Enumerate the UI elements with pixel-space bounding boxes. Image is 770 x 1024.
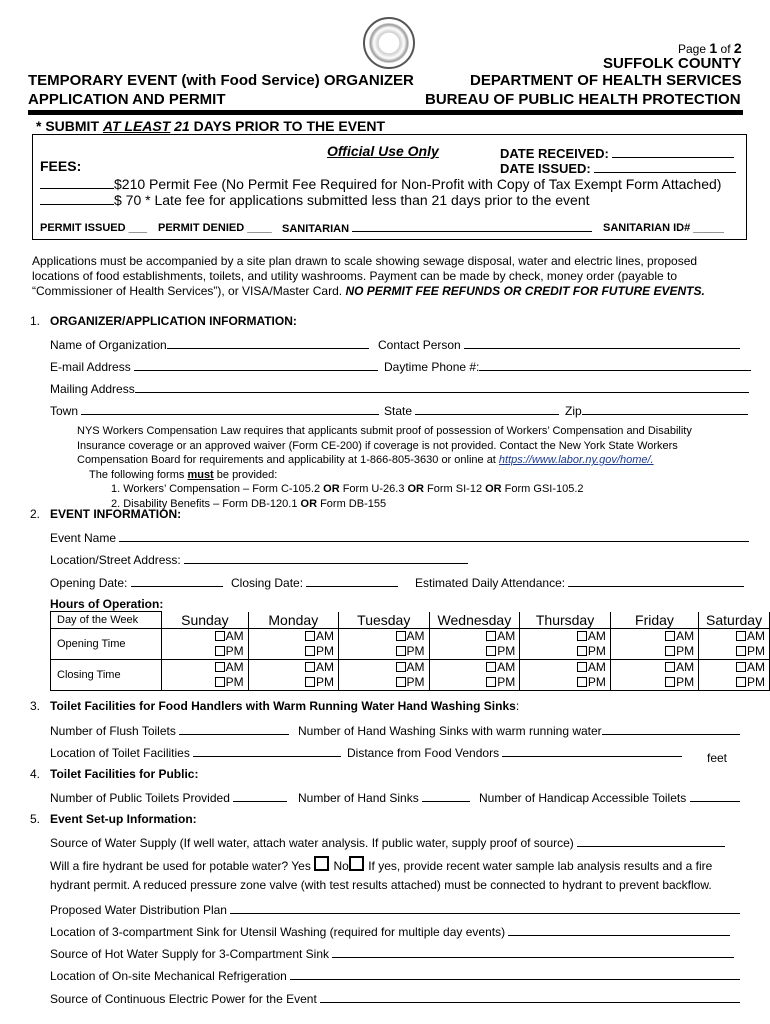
water-source-field[interactable]: Source of Water Supply (If well water, attach water analysis. If public water, supply proof of source) [50,834,725,850]
hydrant-yes-checkbox[interactable] [314,856,329,871]
opening-friday[interactable]: AM PM [610,628,698,659]
am-checkbox[interactable] [215,631,225,641]
closing-date-field[interactable]: Closing Date: [231,574,398,590]
am-checkbox[interactable] [305,631,315,641]
day-wednesday: Wednesday [429,612,520,629]
section-5-title: Event Set-up Information: [50,812,197,826]
closing-saturday[interactable]: AM PM [699,659,770,690]
hand-washing-sinks-field[interactable]: Number of Hand Washing Sinks with warm running water [298,722,740,738]
pm-checkbox[interactable] [396,677,406,687]
opening-saturday[interactable]: AM PM [699,628,770,659]
sanitarian-field[interactable]: SANITARIAN [282,222,592,235]
pm-checkbox[interactable] [396,646,406,656]
opening-wednesday[interactable]: AM PM [429,628,520,659]
organization-name-field[interactable]: Name of Organization [50,336,369,352]
am-checkbox[interactable] [305,662,315,672]
county-name: SUFFOLK COUNTY [603,55,742,72]
toilet-location-field[interactable]: Location of Toilet Facilities [50,744,341,760]
pm-checkbox[interactable] [486,646,496,656]
intro-paragraph: Applications must be accompanied by a site plan drawn to scale showing sewage disposal, water and electric lines, proposed locations of food establishments, toilets, and utility washrooms. Payment can be made by check, money order (payable to “Commissioner of Health Services”), or VISA/Master Card. NO PERMIT FEE REFUNDS OR CREDIT FOR FUTURE EVENTS. [32,254,705,298]
am-checkbox[interactable] [215,662,225,672]
fees-label: FEES: [40,158,82,174]
closing-friday[interactable]: AM PM [610,659,698,690]
email-field[interactable]: E-mail Address [50,358,378,374]
permit-denied-field[interactable]: PERMIT DENIED ____ [158,222,272,234]
am-checkbox[interactable] [486,631,496,641]
handicap-toilets-field[interactable]: Number of Handicap Accessible Toilets [479,789,740,805]
official-use-label: Official Use Only [327,143,439,159]
date-issued-field[interactable]: DATE ISSUED: [500,160,736,176]
section-4-number: 4. [30,767,41,781]
bureau-name: BUREAU OF PUBLIC HEALTH PROTECTION [425,91,741,108]
am-checkbox[interactable] [577,631,587,641]
flush-toilets-field[interactable]: Number of Flush Toilets [50,722,289,738]
mailing-address-field[interactable]: Mailing Address [50,380,749,396]
fire-hydrant-question: Will a fire hydrant be used for potable water? Yes No If yes, provide recent water sample lab analysis results and a fire [50,856,712,873]
day-tuesday: Tuesday [339,612,429,629]
section-5-number: 5. [30,812,41,826]
labor-link[interactable]: https://www.labor.ny.gov/home/. [498,454,654,466]
hours-table [50,611,770,691]
closing-wednesday[interactable]: AM PM [429,659,520,690]
closing-sunday[interactable]: AM PM [162,659,248,690]
closing-monday[interactable]: AM PM [248,659,338,690]
pm-checkbox[interactable] [215,677,225,687]
sanitarian-id-field[interactable]: SANITARIAN ID# _____ [603,222,724,234]
submit-notice: * SUBMIT AT LEAST 21 DAYS PRIOR TO THE EVENT [36,118,386,134]
am-checkbox[interactable] [396,631,406,641]
day-sunday: Sunday [162,612,248,629]
am-checkbox[interactable] [396,662,406,672]
opening-sunday[interactable]: AM PM [162,628,248,659]
form-subtitle: APPLICATION AND PERMIT [28,91,226,108]
zip-field[interactable]: Zip [565,402,748,418]
refrigeration-location-field[interactable]: Location of On-site Mechanical Refrigeration [50,967,740,983]
feet-unit: feet [707,751,728,765]
department-name: DEPARTMENT OF HEALTH SERVICES [470,72,742,89]
section-4-title: Toilet Facilities for Public: [50,767,199,781]
section-2-number: 2. [30,507,41,521]
pm-checkbox[interactable] [577,646,587,656]
am-checkbox[interactable] [577,662,587,672]
contact-person-field[interactable]: Contact Person [378,336,740,352]
state-field[interactable]: State [384,402,559,418]
closing-time-label: Closing Time [51,659,162,690]
three-compartment-sink-field[interactable]: Location of 3-compartment Sink for Utensil Washing (required for multiple day events) [50,923,730,939]
electric-power-field[interactable]: Source of Continuous Electric Power for the Event [50,990,740,1006]
am-checkbox[interactable] [486,662,496,672]
section-1-title: ORGANIZER/APPLICATION INFORMATION: [50,314,297,328]
am-checkbox[interactable] [665,631,675,641]
fee-permit-line[interactable]: $210 Permit Fee (No Permit Fee Required for Non-Profit with Copy of Tax Exempt Form Attached) [40,176,721,192]
hydrant-permit-text: hydrant permit. A reduced pressure zone valve (with test results attached) must be connected to hydrant to prevent backflow. [50,878,712,892]
hours-of-operation-label: Hours of Operation: [50,597,164,611]
workers-comp-notice: NYS Workers Compensation Law requires that applicants submit proof of possession of Workers’ Compensation and Disability Insurance coverage or an approved waiver (Form CE-200) if coverage is not provided. Contact the New York State Workers Compensation Board for requirements and applicability at 1-866-805-3630 or online at https://www.labor.ny.gov/home/. The following forms must be provided: 1. Workers’ Compensation – Form C-105.2 OR Form U-26.3 OR Form SI-12 OR Form GSI-105.2 2. Disability Benefits – Form DB-120.1 OR Form DB-155 [77,425,692,510]
distance-from-vendors-field[interactable]: Distance from Food Vendors [347,744,682,760]
form-title: TEMPORARY EVENT (with Food Service) ORGANIZER [28,72,414,89]
event-name-field[interactable]: Event Name [50,529,749,545]
am-checkbox[interactable] [736,631,746,641]
pm-checkbox[interactable] [736,677,746,687]
section-3-title: Toilet Facilities for Food Handlers with Warm Running Water Hand Washing Sinks: [50,699,520,713]
closing-tuesday[interactable]: AM PM [339,659,429,690]
pm-checkbox[interactable] [736,646,746,656]
pm-checkbox[interactable] [305,677,315,687]
pm-checkbox[interactable] [577,677,587,687]
pm-checkbox[interactable] [486,677,496,687]
opening-tuesday[interactable]: AM PM [339,628,429,659]
day-of-week-header: Day of the Week [51,612,162,629]
opening-time-label: Opening Time [51,628,162,659]
public-toilets-field[interactable]: Number of Public Toilets Provided [50,789,287,805]
attendance-field[interactable]: Estimated Daily Attendance: [415,574,744,590]
header-rule [28,110,743,115]
am-checkbox[interactable] [665,662,675,672]
day-friday: Friday [610,612,698,629]
am-checkbox[interactable] [736,662,746,672]
opening-date-field[interactable]: Opening Date: [50,574,223,590]
section-2-title: EVENT INFORMATION: [50,507,182,521]
day-saturday: Saturday [699,612,770,629]
fee-late-line[interactable]: $ 70 * Late fee for applications submitted less than 21 days prior to the event [40,192,590,208]
opening-thursday[interactable]: AM PM [520,628,611,659]
pm-checkbox[interactable] [665,646,675,656]
county-seal [363,17,415,69]
section-1-number: 1. [30,314,41,328]
page-indicator: Page 1 of 2 [678,40,742,56]
day-monday: Monday [248,612,338,629]
opening-monday[interactable]: AM PM [248,628,338,659]
town-field[interactable]: Town [50,402,379,418]
permit-issued-field[interactable]: PERMIT ISSUED ___ [40,222,147,234]
section-3-number: 3. [30,699,41,713]
hot-water-source-field[interactable]: Source of Hot Water Supply for 3-Compartment Sink [50,945,734,961]
date-received-field[interactable]: DATE RECEIVED: [500,145,734,161]
location-field[interactable]: Location/Street Address: [50,551,468,567]
closing-thursday[interactable]: AM PM [520,659,611,690]
daytime-phone-field[interactable]: Daytime Phone #: [384,358,751,374]
day-thursday: Thursday [520,612,611,629]
hydrant-no-checkbox[interactable] [349,856,364,871]
public-hand-sinks-field[interactable]: Number of Hand Sinks [298,789,470,805]
pm-checkbox[interactable] [665,677,675,687]
pm-checkbox[interactable] [215,646,225,656]
water-distribution-field[interactable]: Proposed Water Distribution Plan [50,901,740,917]
pm-checkbox[interactable] [305,646,315,656]
